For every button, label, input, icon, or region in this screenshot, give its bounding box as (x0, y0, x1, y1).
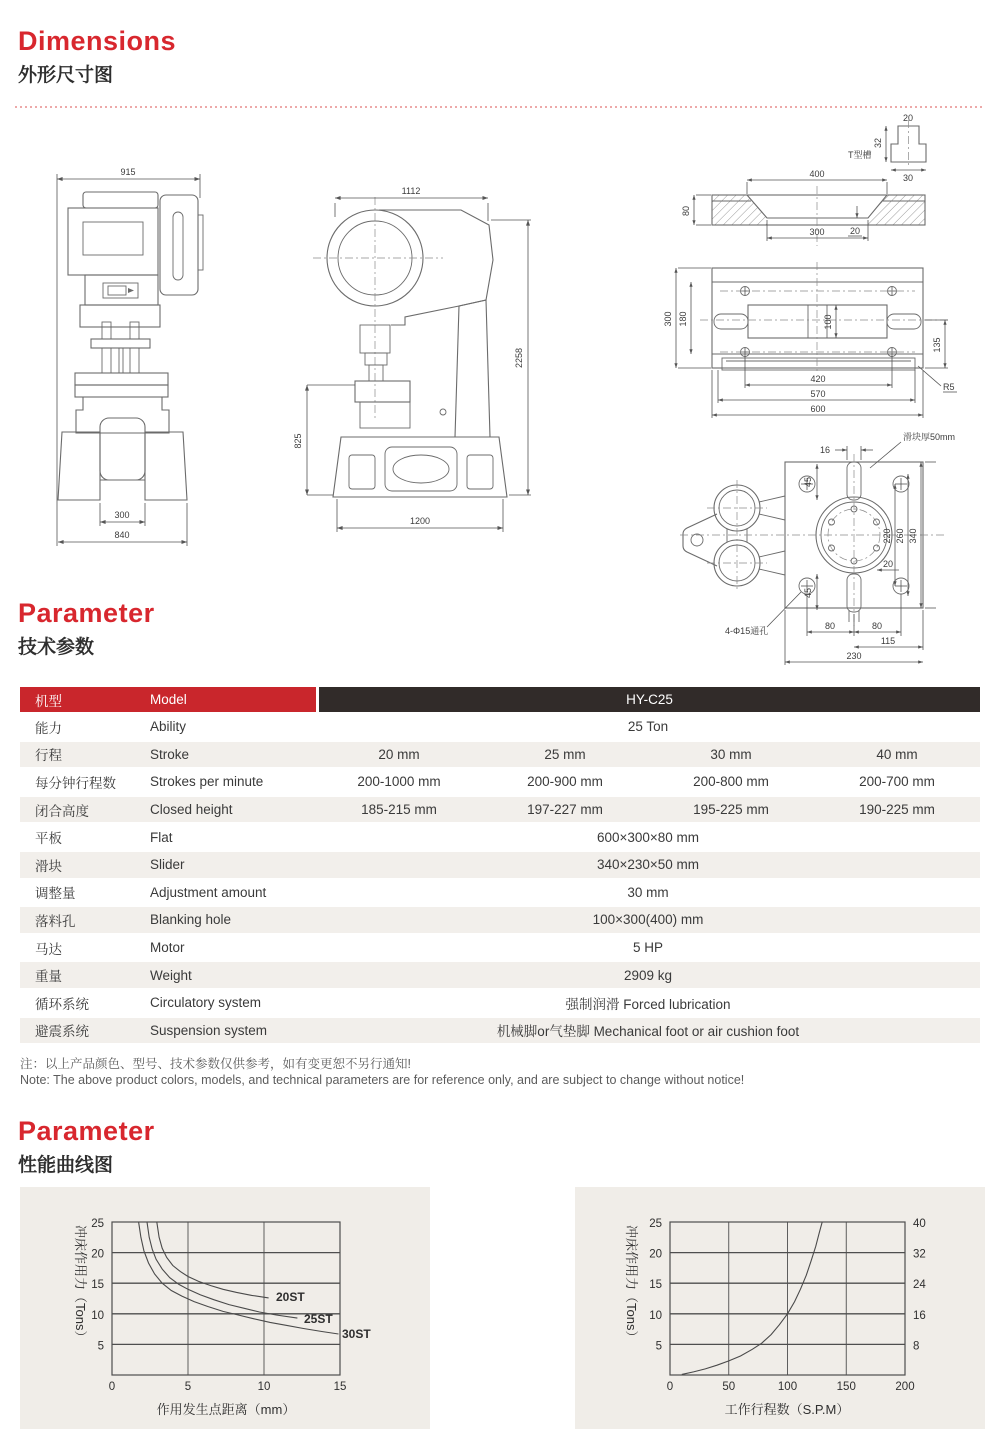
chart2-x-axis-title: 工作行程数（S.P.M） (724, 1402, 850, 1417)
table-row (20, 935, 980, 963)
row-value: 200-1000 mm (357, 774, 441, 790)
chart2-yticks-left (649, 1218, 662, 1352)
table-row (20, 1018, 980, 1046)
slider-bottom-dims (725, 431, 955, 665)
row-value: 200-700 mm (859, 774, 935, 790)
dim-holes: 4-Φ15通孔 (725, 626, 769, 636)
bolster-plan-drawing (660, 262, 980, 437)
xtick: 15 (333, 1381, 347, 1393)
ytick: 5 (97, 1340, 104, 1353)
dim-300b: 300 (809, 227, 825, 237)
row-value: 25 Ton (627, 719, 669, 735)
curve-20st (157, 1222, 269, 1298)
dim-825: 825 (293, 433, 303, 449)
chart1-y-axis-title: 冲床作用力（Tons） (73, 1225, 88, 1344)
ytick-right: 32 (913, 1248, 926, 1261)
table-row (20, 797, 980, 825)
side-view-drawing (283, 165, 573, 565)
row-cn: 调整量 (35, 886, 76, 902)
row-value: 340×230×50 mm (596, 857, 700, 873)
table-row (20, 852, 980, 880)
row-value: 185-215 mm (361, 802, 437, 818)
parameter2-subtitle: 性能曲线图 (18, 1155, 114, 1176)
dim-r5: R5 (943, 382, 955, 392)
dim-20b: 20 (849, 226, 861, 236)
dim-30: 30 (902, 173, 914, 183)
bolster-plan-dims (663, 268, 957, 418)
table-row (20, 880, 980, 908)
chart1-yticks (91, 1218, 104, 1352)
row-cn: 闭合高度 (35, 803, 89, 819)
table-row (20, 714, 980, 742)
table-row (20, 907, 980, 935)
dim-80: 80 (681, 205, 691, 217)
dim-2258: 2258 (514, 347, 524, 369)
row-en: Closed height (150, 802, 233, 818)
curve-spm (682, 1222, 822, 1374)
ytick-right: 40 (913, 1218, 926, 1230)
t-slot-outline (891, 120, 926, 168)
row-en: Strokes per minute (150, 774, 264, 790)
front-view-outline (57, 174, 203, 546)
table-row (20, 769, 980, 797)
chart1-grid (112, 1222, 340, 1375)
row-value: 40 mm (876, 746, 918, 762)
row-en: Stroke (150, 746, 190, 762)
dim-16: 16 (819, 445, 831, 455)
row-value: 600×300×80 mm (596, 829, 700, 845)
table-row (20, 990, 980, 1018)
spec-table (20, 687, 980, 1045)
dimensions-title: Dimensions (18, 26, 177, 56)
dim-80b: 80 (871, 621, 883, 631)
chart2-y-axis-title: 冲床作用力（Tons） (624, 1225, 639, 1344)
row-cn: 平板 (35, 831, 62, 847)
header-en: Model (150, 692, 187, 707)
dim-230: 230 (846, 651, 862, 661)
dim-1112: 1112 (401, 186, 421, 196)
dim-420: 420 (810, 374, 826, 384)
curve-25st (147, 1222, 297, 1318)
xtick: 100 (777, 1381, 798, 1393)
note-en: Note: The above product colors, models, and technical parameters are for reference only, and are subject to change without notice! (20, 1073, 745, 1087)
ytick: 25 (649, 1218, 662, 1230)
curve-label-20st: 20ST (276, 1290, 305, 1304)
tonnage-spm-chart-panel (575, 1187, 985, 1429)
dim-20: 20 (902, 113, 914, 123)
ytick: 25 (91, 1218, 104, 1230)
side-view-dims (293, 186, 531, 532)
dim-45b: 45 (803, 587, 813, 599)
model-value: HY-C25 (626, 692, 673, 707)
row-value: 197-227 mm (527, 802, 603, 818)
dim-915: 915 (120, 167, 136, 177)
row-value: 30 mm (627, 884, 669, 900)
xtick: 0 (666, 1381, 674, 1393)
chart2-grid (670, 1222, 905, 1375)
front-view-dims (57, 167, 200, 546)
parameter2-title: Parameter (18, 1116, 155, 1146)
row-value: 强制润滑 Forced lubrication (565, 996, 731, 1012)
header-cn: 机型 (35, 693, 62, 709)
row-cn: 滑块 (35, 858, 62, 874)
note-cn: 注：以上产品颜色、型号、技术参数仅供参考，如有变更恕不另行通知! (20, 1057, 411, 1071)
dim-115: 115 (880, 636, 896, 646)
dim-300p: 300 (663, 311, 673, 327)
dim-570: 570 (810, 389, 826, 399)
dotted-divider (15, 106, 985, 108)
table-header-value (319, 687, 980, 712)
xtick: 10 (257, 1381, 271, 1393)
dim-100: 100 (823, 314, 833, 330)
dim-135: 135 (932, 337, 942, 353)
dim-20s: 20 (882, 559, 894, 569)
dim-400: 400 (809, 169, 825, 179)
chart2-xticks (667, 1381, 915, 1393)
row-value: 200-800 mm (693, 774, 769, 790)
curve-label-30st: 30ST (342, 1327, 371, 1341)
chart1-x-axis-title: 作用发生点距离（mm） (156, 1402, 296, 1417)
slider-bottom-drawing (655, 428, 990, 673)
row-value: 25 mm (544, 746, 586, 762)
row-en: Slider (150, 857, 185, 873)
front-view-drawing (48, 158, 223, 558)
ytick: 10 (91, 1309, 104, 1322)
dim-260: 260 (895, 528, 905, 544)
dim-180: 180 (678, 311, 688, 327)
dim-840: 840 (114, 530, 130, 540)
row-en: Circulatory system (150, 995, 262, 1011)
bolster-section-drawing (678, 168, 983, 263)
xtick: 0 (108, 1381, 116, 1393)
dim-1200: 1200 (409, 516, 431, 526)
row-value: 机械脚or气垫脚 Mechanical foot or air cushion foot (496, 1024, 800, 1040)
tonnage-distance-chart-panel (20, 1187, 430, 1429)
curve-label-25st: 25ST (304, 1312, 333, 1326)
table-row (20, 962, 980, 990)
bolster-section-outline (712, 186, 925, 246)
row-cn: 行程 (35, 748, 62, 764)
ytick: 20 (649, 1248, 662, 1261)
row-cn: 避震系统 (35, 1024, 89, 1040)
row-en: Motor (150, 940, 185, 956)
parameter-title: Parameter (18, 598, 155, 628)
row-cn: 循环系统 (35, 996, 89, 1012)
row-en: Flat (150, 829, 173, 845)
row-en: Adjustment amount (150, 884, 267, 900)
row-en: Weight (150, 967, 192, 983)
row-en: Blanking hole (150, 912, 232, 928)
dim-220: 220 (882, 528, 892, 544)
row-cn: 每分钟行程数 (35, 775, 116, 791)
tonnage-spm-chart (575, 1187, 985, 1429)
table-row (20, 824, 980, 852)
tonnage-distance-chart (20, 1187, 430, 1429)
row-en: Suspension system (150, 1022, 268, 1038)
ytick-right: 24 (913, 1279, 926, 1292)
dim-340: 340 (908, 528, 918, 544)
xtick: 50 (722, 1381, 736, 1393)
xtick: 200 (895, 1381, 915, 1393)
parameter-subtitle: 技术参数 (18, 637, 95, 658)
dim-32: 32 (873, 137, 883, 149)
ytick: 10 (649, 1309, 662, 1322)
table-header-row (20, 687, 980, 712)
row-cn: 重量 (35, 969, 62, 985)
dim-45a: 45 (803, 476, 813, 488)
row-cn: 马达 (35, 941, 62, 957)
dim-300: 300 (114, 510, 130, 520)
row-cn: 落料孔 (35, 913, 76, 929)
side-view-outline (313, 197, 507, 497)
row-value: 20 mm (378, 746, 420, 762)
table-header-model (20, 687, 316, 712)
ytick: 20 (91, 1248, 104, 1261)
table-row (20, 742, 980, 770)
chart1-xticks (109, 1381, 347, 1393)
chart2-yticks-right (913, 1218, 926, 1352)
dim-600: 600 (810, 404, 826, 414)
row-value: 2909 kg (623, 967, 673, 983)
dim-80a: 80 (824, 621, 836, 631)
row-value: 190-225 mm (859, 802, 935, 818)
slider-thickness-note: 滑块厚50mm (903, 432, 956, 442)
ytick: 15 (649, 1279, 662, 1292)
t-slot-label: T型槽 (848, 150, 872, 160)
ytick: 15 (91, 1279, 104, 1292)
row-value: 100×300(400) mm (592, 912, 704, 928)
dimensions-subtitle: 外形尺寸图 (18, 65, 114, 86)
row-value: 5 HP (632, 940, 663, 956)
ytick-right: 16 (913, 1309, 926, 1322)
row-value: 30 mm (710, 746, 752, 762)
ytick: 5 (655, 1340, 662, 1353)
row-value: 195-225 mm (693, 802, 769, 818)
ytick-right: 8 (913, 1340, 920, 1353)
xtick: 5 (184, 1381, 192, 1393)
row-value: 200-900 mm (527, 774, 603, 790)
row-cn: 能力 (35, 720, 62, 736)
xtick: 150 (836, 1381, 856, 1393)
row-en: Ability (150, 719, 187, 735)
